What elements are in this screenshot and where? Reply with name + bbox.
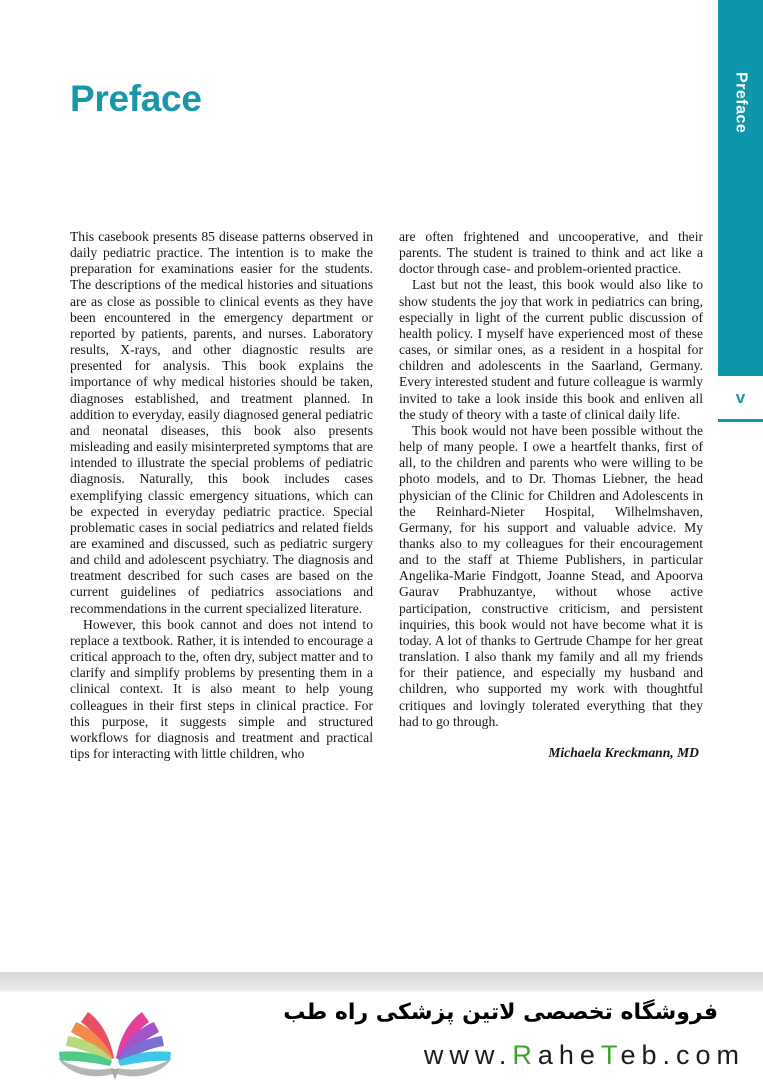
page-number-rule [718,419,763,422]
paragraph: This book would not have been possible without the help of many people. I owe a heartfelt thanks, first of all, to the children and parents who were willing to be photo models, and to Dr. Thomas Liebner, the head physician of the Clinic for Children and Adolescents in the Reinhard-Nieter Hospital, Wilhelmshaven, Germany, for his support and valuable advice. My thanks also to my colleagues for their encouragement and to the staff at Thieme Publishers, in particular Angelika-Marie Findgott, Joanne Stead, and Apoorva Gaurav Prabhuzantye, without whose active participation, constructive criticism, and persistent inquiries, this book would not have become what it is today. A lot of thanks to Gertrude Champe for her great translation. I also thank my family and all my friends for their patience, and especially my husband and children, who supported my work with thoughtful critiques and lovingly tolerated everything that they had to go through. [399,422,703,729]
url-part: ahe [537,1040,601,1070]
url-part-green: R [512,1040,538,1070]
url-part: eb.com [620,1040,745,1070]
url-part: www. [423,1040,513,1070]
right-column [399,229,703,762]
paragraph: Last but not the least, this book would also like to show students the joy that work in pediatrics can bring, especially in light of the current public discussion of health policy. I myself have experienced most of these cases, or similar ones, as a resident in a hospital for children and adolescents in the Saarland, Germany. Every interested student and future colleague is warmly invited to take a look inside this book and enliven all the study of theory with a taste of clinical daily life. [399,277,703,422]
body-text [70,229,703,762]
chapter-tab [718,0,763,376]
left-column [70,229,373,762]
chapter-tab-label: Preface [732,72,750,134]
paragraph: are often frightened and uncooperative, and their parents. The student is trained to think and act like a doctor through case- and problem-oriented practice. [399,229,703,277]
store-name-persian: فروشگاه تخصصی لاتین پزشکی راه طب [283,1000,718,1025]
page-number: v [735,388,746,407]
page-title: Preface [70,78,202,119]
paragraph: However, this book cannot and does not intend to replace a textbook. Rather, it is intended to encourage a critical approach to the, often dry, subject matter and to clarify and simplify problems by presenting them in a clinical context. It is also meant to help young colleagues in their first steps in clinical practice. For this purpose, it suggests simple and structured workflows for diagnosis and treatment and practical tips for interacting with little children, who [70,616,373,761]
logo-book-spine [111,1069,119,1080]
author-signature: Michaela Kreckmann, MD [548,744,699,760]
url-part-green: T [600,1040,621,1070]
paragraph: This casebook presents 85 disease patterns observed in daily pediatric practice. The intention is to make the preparation for examinations easier for the students. The descriptions of the medical histories and situations are as close as possible to clinical events as they have been encountered in the emergency department or reported by patients, parents, and nurses. Laboratory results, X-rays, and other diagnostic results are presented for analysis. This book explains the importance of why medical histories should be taken, diagnoses established, and treatment planned. In addition to everyday, easily diagnosed general pediatric and neonatal diseases, this book also presents misleading and easily misinterpreted symptoms that are intended to illustrate the special problems of pediatric diagnosis. Naturally, this book includes cases exemplifying classic emergency situations, which can be expected in everyday pediatric practice. Special problematic cases in social pediatrics and related fields are examined and discussed, such as pediatric surgery and child and adolescent psychiatry. The diagnosis and treatment described for such cases are based on the current guidelines of pediatrics associations and recommendations in the current specialized literature. [70,229,373,616]
website-url [424,1040,745,1071]
page-edge-shadow [0,972,763,992]
watermark-footer [0,992,763,1080]
rainbow-open-book-icon [40,1000,190,1080]
